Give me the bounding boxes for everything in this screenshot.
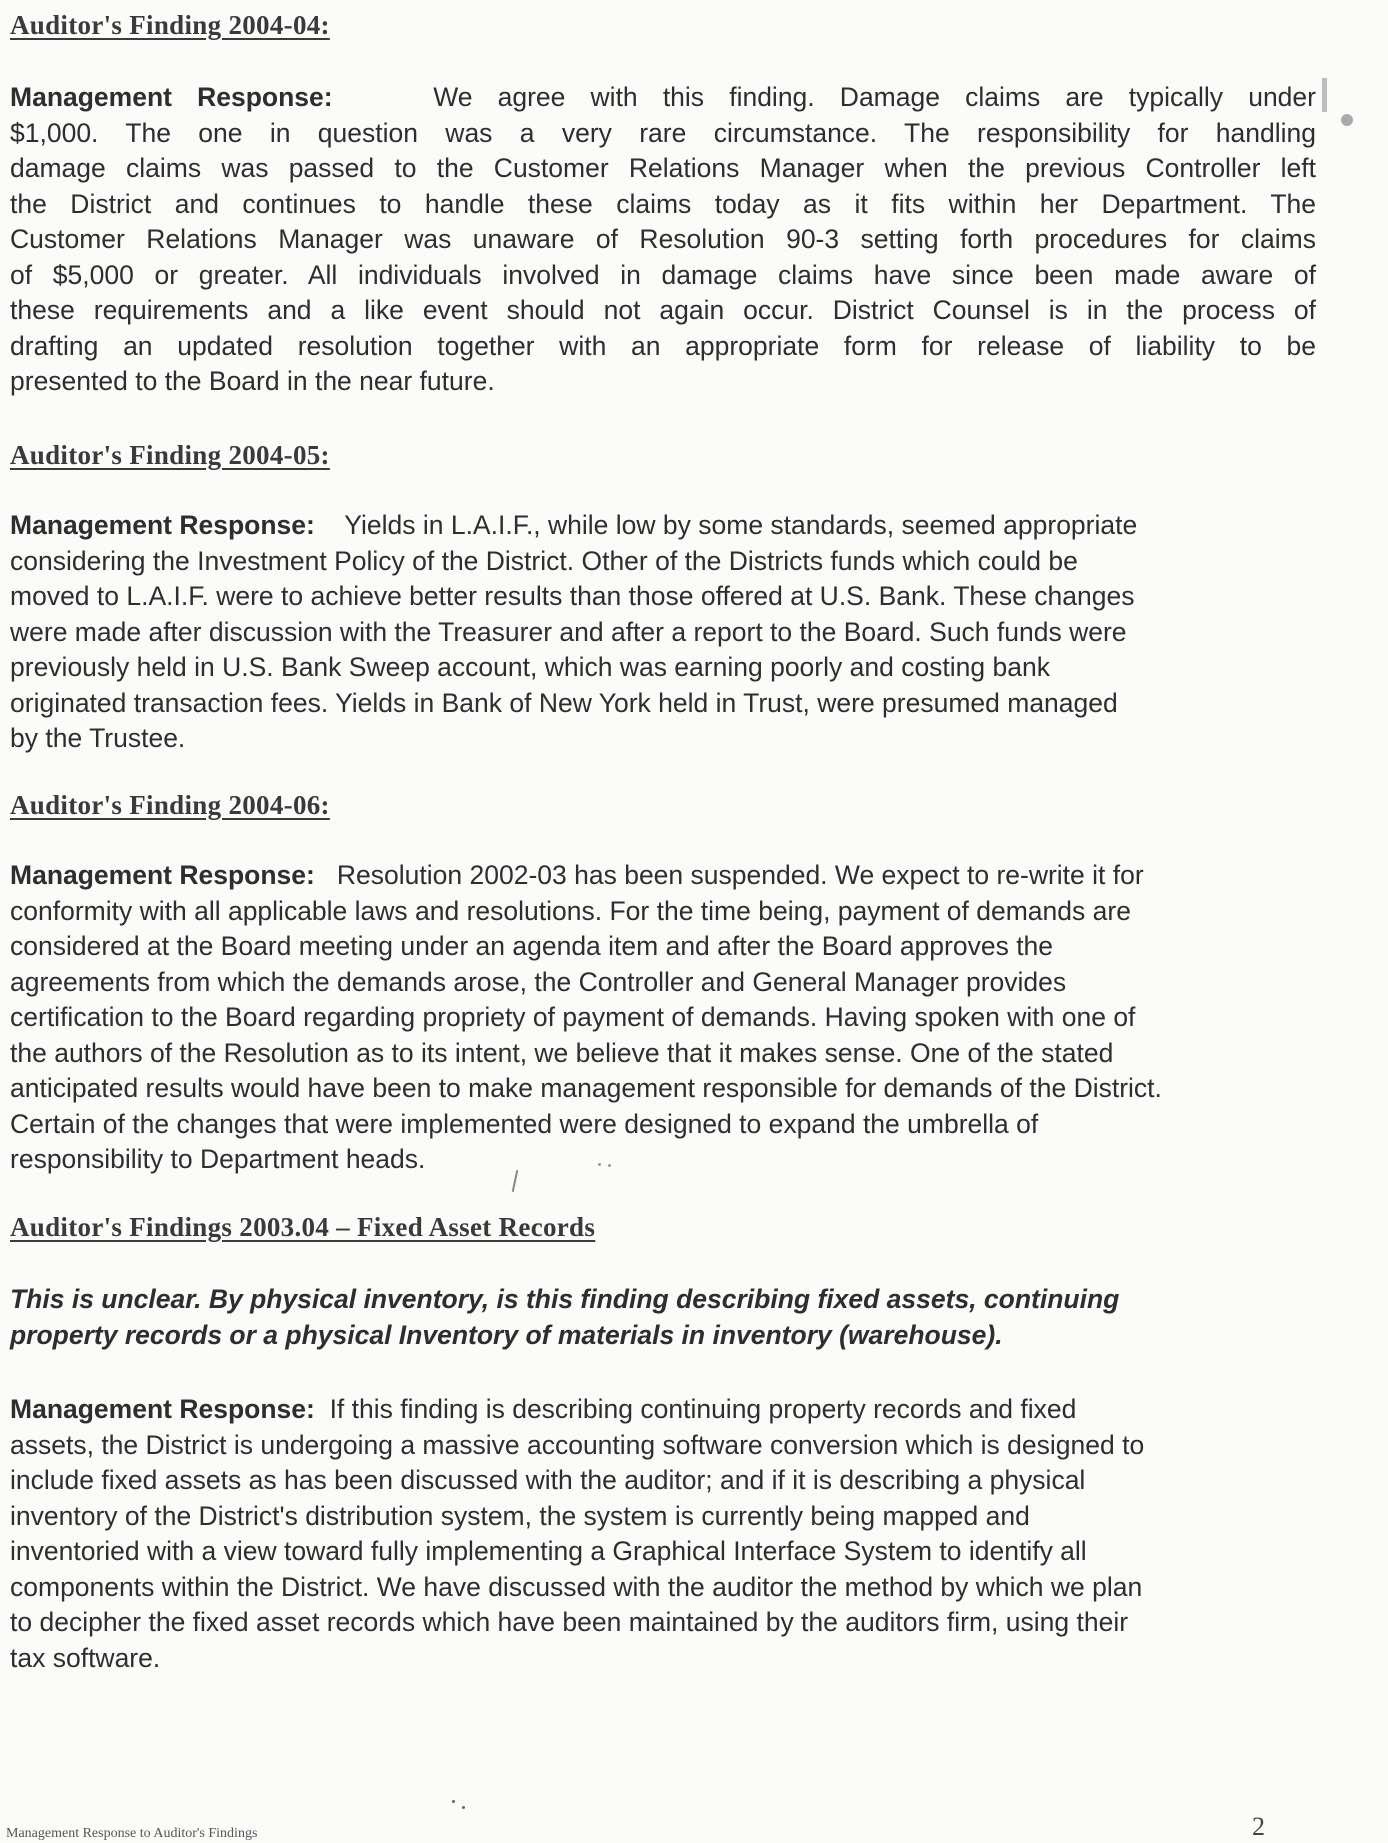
scan-speck [462,1806,465,1809]
question-line: property records or a physical Inventory of materials in inventory (warehouse). [10,1319,1003,1350]
response-line: responsibility to Department heads. [10,1144,426,1174]
response-line: $1,000. The one in question was a very rare circumstance. The responsibility for handling [10,117,1316,148]
response-line [10,858,1316,894]
response-line: certification to the Board regarding propriety of payment of demands. Having spoken with one of [10,1002,1136,1032]
management-response-2003-04 [10,1392,1316,1676]
response-line [10,1392,1316,1428]
response-lead: Management Response: [10,1394,315,1424]
response-line: the District and continues to handle these claims today as it fits within her Department. The [10,188,1316,219]
response-lead: Management Response: [10,82,333,112]
scan-speck [608,1164,611,1167]
response-line: considering the Investment Policy of the District. Other of the Districts funds which could be [10,545,1078,576]
response-line: include fixed assets as has been discussed with the auditor; and if it is describing a physical [10,1465,1086,1495]
response-line: Customer Relations Manager was unaware of Resolution 90-3 setting forth procedures for claims [10,224,1316,254]
response-text: Yields in L.A.I.F., while low by some standards, seemed appropriate [344,510,1138,540]
management-response-2004-04 [10,80,1316,400]
response-lead: Management Response: [10,860,315,890]
response-line: by the Trustee. [10,723,186,753]
response-line [10,80,1316,116]
management-response-2004-06 [10,858,1316,1178]
response-line [10,508,1316,544]
response-line: were made after discussion with the Treasurer and after a report to the Board. Such funds were [10,616,1127,647]
scan-mark [1322,78,1327,112]
response-text: If this finding is describing continuing property records and fixed [329,1394,1077,1424]
response-line: assets, the District is undergoing a massive accounting software conversion which is designed to [10,1429,1145,1460]
response-line: inventory of the District's distribution system, the system is currently being mapped and [10,1500,1030,1531]
response-line: considered at the Board meeting under an agenda item and after the Board approves the [10,931,1054,961]
section-heading-2004-06: Auditor's Finding 2004-06: [10,790,330,820]
response-line: agreements from which the demands arose, the Controller and General Manager provides [10,966,1067,997]
response-line: damage claims was passed to the Customer Relations Manager when the previous Controller left [10,153,1316,183]
response-line: components within the District. We have discussed with the auditor the method by which we plan [10,1571,1143,1602]
response-line: of $5,000 or greater. All individuals involved in damage claims have since been made aware of [10,259,1316,290]
section-heading-2003-04: Auditor's Findings 2003.04 – Fixed Asset Records [10,1212,596,1242]
response-line: conformity with all applicable laws and resolutions. For the time being, payment of demands are [10,895,1131,926]
response-line: the authors of the Resolution as to its intent, we believe that it makes sense. One of the stated [10,1037,1114,1068]
response-line: Certain of the changes that were implemented were designed to expand the umbrella of [10,1108,1039,1139]
response-line: these requirements and a like event should not again occur. District Counsel is in the process of [10,295,1316,325]
footer-title: Management Response to Auditor's Findings [6,1826,258,1841]
response-text: We agree with this finding. Damage claims are typically under [433,82,1316,112]
scan-speck [452,1800,455,1803]
scan-speck [1341,114,1353,126]
response-line: moved to L.A.I.F. were to achieve better results than those offered at U.S. Bank. These changes [10,581,1135,611]
response-line: tax software. [10,1642,161,1673]
response-lead: Management Response: [10,510,315,540]
section-heading-2004-05: Auditor's Finding 2004-05: [10,440,330,470]
question-line: This is unclear. By physical inventory, is this finding describing fixed assets, continuing [10,1284,1120,1314]
management-response-2004-05 [10,508,1316,757]
section-heading-2004-04: Auditor's Finding 2004-04: [10,10,330,40]
page-number: 2 [1252,1812,1265,1841]
response-line: originated transaction fees. Yields in Bank of New York held in Trust, were presumed managed [10,687,1118,718]
response-line: drafting an updated resolution together with an appropriate form for release of liability to be [10,330,1316,361]
clarification-question [10,1282,1316,1353]
response-line: presented to the Board in the near future. [10,366,495,396]
response-line: previously held in U.S. Bank Sweep account, which was earning poorly and costing bank [10,652,1050,682]
response-line: anticipated results would have been to make management responsible for demands of the District. [10,1073,1162,1103]
response-line: inventoried with a view toward fully implementing a Graphical Interface System to identify all [10,1536,1087,1566]
scan-speck [598,1163,601,1166]
response-line: to decipher the fixed asset records which have been maintained by the auditors firm, using their [10,1607,1129,1637]
response-text: Resolution 2002-03 has been suspended. We expect to re-write it for [336,860,1144,890]
